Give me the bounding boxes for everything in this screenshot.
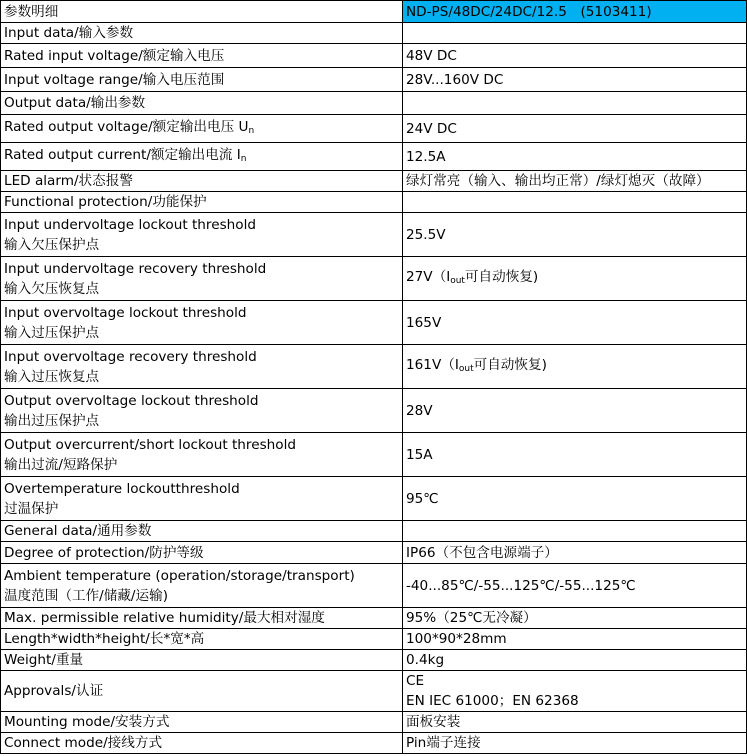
row-label: Output data/输出参数 [1,92,403,115]
row-value: Pin端子连接 [403,733,747,754]
row-value: 48V DC [403,44,747,68]
table-row [1,92,747,115]
row-label [1,115,403,143]
row-label-subscript: n [240,153,247,164]
row-label: Input voltage range/输入电压范围 [1,68,403,92]
model-number: ND-PS/48DC/24DC/12.5 (5103411) [403,1,747,23]
row-label [1,257,403,301]
table-row [1,301,747,345]
row-label-line2: 输入过压恢复点 [4,368,100,385]
row-label [1,389,403,433]
table-row [1,23,747,44]
table-row [1,712,747,733]
row-label-line1: Input overvoltage recovery threshold [4,348,257,365]
row-label-subscript: n [248,125,255,136]
row-value-line1: CE [406,673,425,689]
header-label: 参数明细 [1,1,403,23]
table-row [1,542,747,564]
table-row [1,171,747,192]
row-value: -40...85℃/-55...125℃/-55...125℃ [403,564,747,608]
row-value: IP66（不包含电源端子） [403,542,747,564]
row-value [403,345,747,389]
row-value-line2: EN IEC 61000；EN 62368 [406,693,579,709]
row-value-tail: 可自动恢复) [464,268,539,285]
row-label: Connect mode/接线方式 [1,733,403,754]
row-value [403,257,747,301]
table-row [1,650,747,671]
row-label: Functional protection/功能保护 [1,192,403,213]
table-row [1,192,747,213]
row-label [1,213,403,257]
row-label-line1: Output overvoltage lockout threshold [4,392,259,409]
row-label: Length*width*height/长*宽*高 [1,629,403,650]
row-label-line2: 过温保护 [4,500,59,517]
row-label-text: Rated output voltage/额定输出电压 U [4,118,249,135]
table-row [1,44,747,68]
row-label-line2: 温度范围（工作/储藏/运输) [4,587,168,604]
row-label-line2: 输出过压保护点 [4,412,100,429]
row-label-line1: Output overcurrent/short lockout threshold [4,436,296,453]
row-label-text: Rated output current/额定输出电流 I [4,146,241,163]
row-label [1,143,403,171]
row-label [1,345,403,389]
row-label: Max. permissible relative humidity/最大相对湿度 [1,608,403,629]
table-row [1,115,747,143]
row-value: 12.5A [403,143,747,171]
table-row [1,671,747,712]
row-value [403,23,747,44]
row-value: 165V [403,301,747,345]
row-label-line1: Input overvoltage lockout threshold [4,304,247,321]
table-row [1,213,747,257]
table-row [1,733,747,754]
row-value [403,671,747,712]
header-row [1,1,747,23]
row-label: Degree of protection/防护等级 [1,542,403,564]
row-label: Rated input voltage/额定输入电压 [1,44,403,68]
row-value-tail: 可自动恢复) [473,356,547,373]
row-value: 25.5V [403,213,747,257]
row-value: 0.4kg [403,650,747,671]
row-label [1,301,403,345]
row-value: 绿灯常亮（输入、输出均正常）/绿灯熄灭（故障） [403,171,747,192]
row-value: 95℃ [403,477,747,521]
table-row [1,477,747,521]
table-row [1,521,747,542]
row-value [403,521,747,542]
row-value: 24V DC [403,115,747,143]
table-row [1,564,747,608]
row-value-text: 161V（I [406,356,459,373]
row-label-line1: Ambient temperature (operation/storage/transport) [4,567,355,584]
row-value: 15A [403,433,747,477]
table-row [1,608,747,629]
row-label: General data/通用参数 [1,521,403,542]
row-label-line1: Input undervoltage recovery threshold [4,260,267,277]
row-value-text: 27V（I [406,268,451,285]
row-label [1,477,403,521]
row-label: Weight/重量 [1,650,403,671]
row-value: 95%（25℃无冷凝） [403,608,747,629]
table-row [1,629,747,650]
row-label [1,564,403,608]
row-label-line1: Overtemperature lockoutthreshold [4,480,240,497]
row-label [1,433,403,477]
row-label: LED alarm/状态报警 [1,171,403,192]
table-row [1,389,747,433]
row-label: Approvals/认证 [1,671,403,712]
row-value: 面板安装 [403,712,747,733]
row-value-subscript: out [450,275,465,286]
row-label-line2: 输入欠压保护点 [4,236,100,253]
row-value: 100*90*28mm [403,629,747,650]
row-label-line2: 输入过压保护点 [4,324,100,341]
row-label: Input data/输入参数 [1,23,403,44]
row-value-subscript: out [458,363,474,374]
row-label: Mounting mode/安装方式 [1,712,403,733]
table-row [1,433,747,477]
row-label-line2: 输出过流/短路保护 [4,456,118,473]
row-value [403,92,747,115]
row-value: 28V...160V DC [403,68,747,92]
table-row [1,143,747,171]
table-row [1,257,747,301]
row-label-line1: Input undervoltage lockout threshold [4,216,257,233]
row-value [403,192,747,213]
table-row [1,68,747,92]
table-row [1,345,747,389]
row-label-line2: 输入欠压恢复点 [4,280,100,297]
row-value: 28V [403,389,747,433]
